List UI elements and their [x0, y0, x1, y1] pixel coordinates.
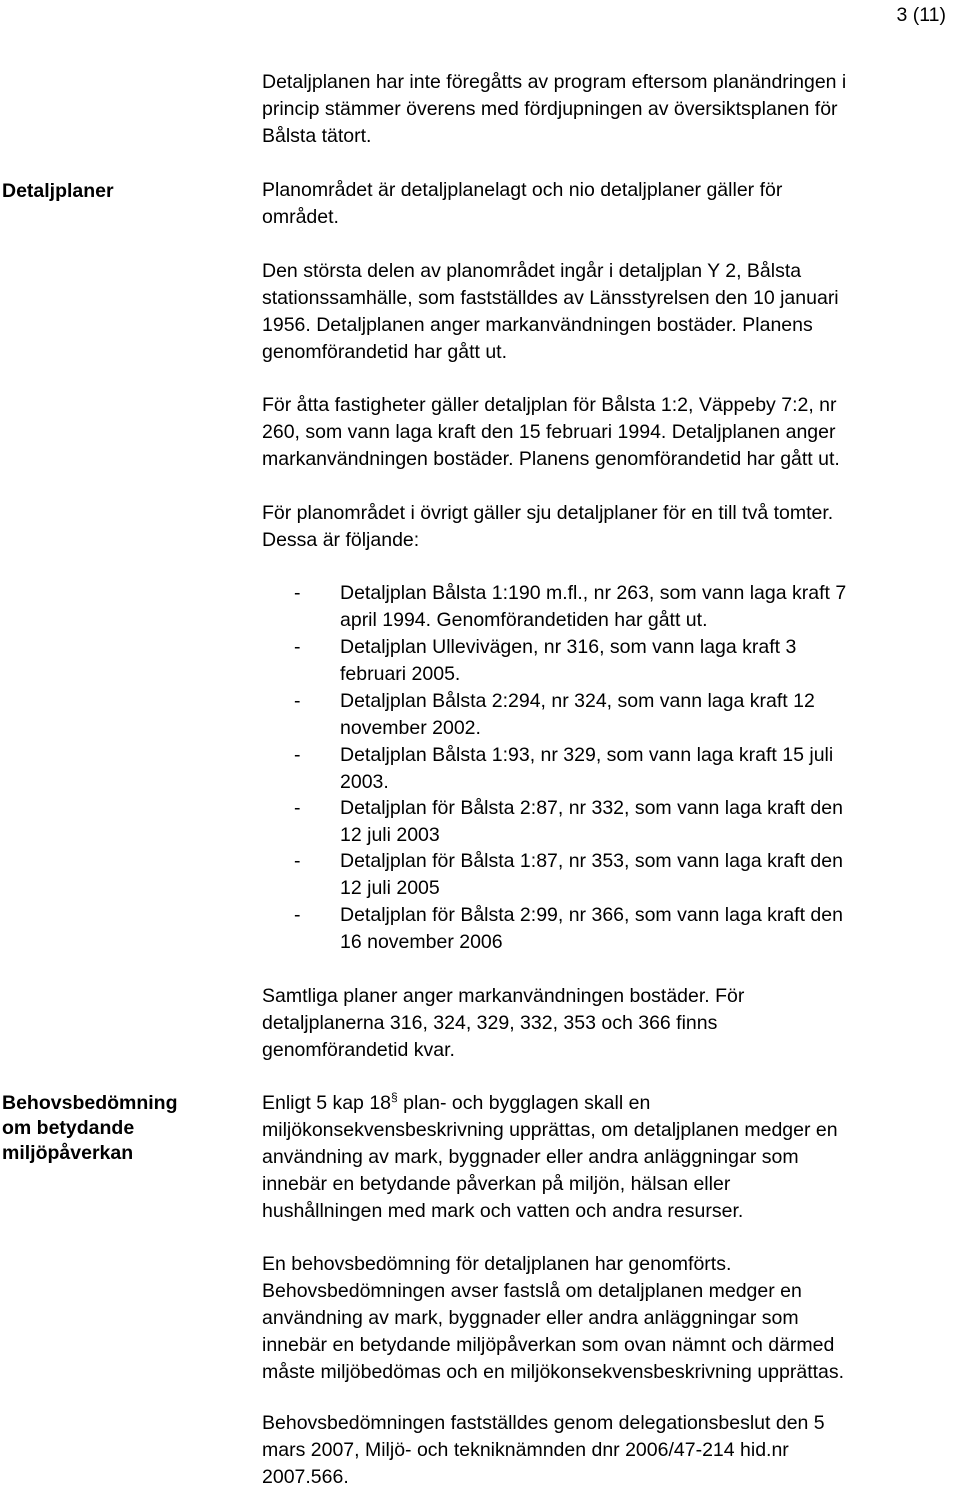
text-line: användning av mark, byggnader eller andra anläggningar som: [262, 1307, 799, 1329]
list-item: [294, 634, 952, 688]
list-dash: -: [294, 636, 301, 658]
text-line: genomförandetid har gått ut.: [262, 341, 507, 363]
text-line: En behovsbedömning för detaljplanen har genomförts.: [262, 1253, 732, 1275]
text-line: Detaljplan Bålsta 2:294, nr 324, som vann laga kraft 12: [340, 690, 815, 712]
text-line: Dessa är följande:: [262, 529, 420, 551]
heading-line: miljöpåverkan: [2, 1142, 134, 1164]
list-item: [294, 580, 952, 634]
text-fragment: Enligt 5 kap 18: [262, 1092, 392, 1114]
text-line: 260, som vann laga kraft den 15 februari 1994. Detaljplanen anger: [262, 421, 836, 443]
text-line: området.: [262, 206, 339, 228]
text-line: 16 november 2006: [340, 931, 503, 953]
paragraph-detaljplan-y2: [262, 258, 952, 366]
text-line: 2003.: [340, 771, 389, 793]
list-dash: -: [294, 904, 301, 926]
heading-line: Behovsbedömning: [2, 1092, 178, 1114]
text-line: detaljplanerna 316, 324, 329, 332, 353 och 366 finns: [262, 1012, 718, 1034]
text-line: För åtta fastigheter gäller detaljplan för Bålsta 1:2, Väppeby 7:2, nr: [262, 394, 837, 416]
paragraph-plan-och-bygglagen: [262, 1090, 952, 1225]
list-item: [294, 902, 952, 956]
text-line: miljökonsekvensbeskrivning upprättas, om detaljplanen medger en: [262, 1119, 838, 1141]
list-dash: -: [294, 690, 301, 712]
list-item: [294, 848, 952, 902]
text-line: Bålsta tätort.: [262, 125, 372, 147]
list-dash: -: [294, 850, 301, 872]
text-line: 12 juli 2003: [340, 824, 440, 846]
list-dash: -: [294, 582, 301, 604]
section-heading-behovsbedomning: [2, 1091, 178, 1166]
text-line: Detaljplan för Bålsta 2:99, nr 366, som vann laga kraft den: [340, 904, 843, 926]
text-line: användning av mark, byggnader eller andra anläggningar som: [262, 1146, 799, 1168]
text-line: Detaljplan Ullevivägen, nr 316, som vann laga kraft 3: [340, 636, 797, 658]
text-line: stationssamhälle, som fastställdes av Länsstyrelsen den 10 januari: [262, 287, 839, 309]
paragraph-behovsbedomning-genomford: [262, 1251, 952, 1386]
text-line: Behovsbedömningen avser fastslå om detaljplanen medger en: [262, 1280, 802, 1302]
list-dash: -: [294, 744, 301, 766]
text-line: Samtliga planer anger markanvändningen bostäder. För: [262, 985, 745, 1007]
text-line: Detaljplan Bålsta 1:93, nr 329, som vann laga kraft 15 juli: [340, 744, 834, 766]
text-line: För planområdet i övrigt gäller sju detaljplaner för en till två tomter.: [262, 502, 834, 524]
section-sign: §: [391, 1090, 398, 1104]
text-line: Detaljplanen har inte föregåtts av program eftersom planändringen i: [262, 71, 847, 93]
text-line: 2007.566.: [262, 1466, 349, 1488]
text-line: mars 2007, Miljö- och tekniknämnden dnr 2006/47-214 hid.nr: [262, 1439, 789, 1461]
text-line: Behovsbedömningen fastställdes genom delegationsbeslut den 5: [262, 1412, 825, 1434]
paragraph-delegationsbeslut: [262, 1410, 952, 1491]
text-line: april 1994. Genomförandetiden har gått ut.: [340, 609, 708, 631]
text-line: innebär en betydande påverkan på miljön, hälsan eller: [262, 1173, 731, 1195]
page-number: 3 (11): [896, 4, 946, 26]
paragraph-atta-fastigheter: [262, 392, 952, 473]
text-line: markanvändningen bostäder. Planens genomförandetid har gått ut.: [262, 448, 840, 470]
text-line: [262, 1090, 952, 1117]
text-line: Planområdet är detaljplanelagt och nio detaljplaner gäller för: [262, 179, 783, 201]
list-dash: -: [294, 797, 301, 819]
list-item: [294, 742, 952, 796]
list-item: [294, 795, 952, 849]
text-fragment: plan- och bygglagen skall en: [397, 1092, 651, 1114]
text-line: hushållningen med mark och vatten och andra resurser.: [262, 1200, 744, 1222]
heading-line: om betydande: [2, 1117, 135, 1139]
text-line: 12 juli 2005: [340, 877, 440, 899]
paragraph-samtliga-planer: [262, 983, 952, 1064]
text-line: Detaljplan för Bålsta 2:87, nr 332, som vann laga kraft den: [340, 797, 843, 819]
text-line: Detaljplan Bålsta 1:190 m.fl., nr 263, som vann laga kraft 7: [340, 582, 847, 604]
text-line: innebär en betydande miljöpåverkan som ovan nämnt och därmed: [262, 1334, 835, 1356]
text-line: februari 2005.: [340, 663, 461, 685]
paragraph-sju-detaljplaner: [262, 500, 952, 554]
text-line: genomförandetid kvar.: [262, 1039, 455, 1061]
text-line: november 2002.: [340, 717, 481, 739]
text-line: Detaljplan för Bålsta 1:87, nr 353, som vann laga kraft den: [340, 850, 843, 872]
text-line: princip stämmer överens med fördjupningen av översiktsplanen för: [262, 98, 838, 120]
section-heading-detaljplaner: Detaljplaner: [2, 180, 114, 202]
list-item: [294, 688, 952, 742]
paragraph-planomradet: [262, 177, 952, 231]
text-line: 1956. Detaljplanen anger markanvändningen bostäder. Planens: [262, 314, 813, 336]
text-line: Den största delen av planområdet ingår i detaljplan Y 2, Bålsta: [262, 260, 802, 282]
text-line: måste miljöbedömas och en miljökonsekvensbeskrivning upprättas.: [262, 1361, 845, 1383]
paragraph-program: [262, 69, 952, 150]
